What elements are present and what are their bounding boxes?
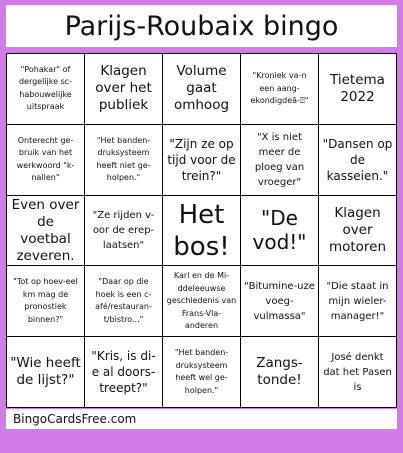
bingo-cell[interactable]: "Dansen op de kasseien." [319,125,396,195]
bingo-cell[interactable]: "Zijn ze op tijd voor de trein?" [163,125,240,195]
bingo-cell[interactable]: "Ze rijden v-oor de erep-laatsen" [85,196,162,266]
bingo-cell[interactable]: Onterecht ge-bruik van het werkwoord "k-nallen" [7,125,84,195]
bingo-cell[interactable]: Klagen over motoren [319,196,396,266]
bingo-cell[interactable]: "Kris, is di-e al doors-treept?" [85,337,162,407]
bingo-cell[interactable]: Even over de voetbal zeveren. [7,196,84,266]
bingo-cell[interactable]: Zangs-tonde! [241,337,318,407]
card-title: Parijs-Roubaix bingo [6,5,397,47]
bingo-cell[interactable]: Klagen over het publiek [85,54,162,124]
bingo-cell[interactable]: "Daar op die hoek is een c-afé/restauran-t/bistro..." [85,266,162,336]
bingo-cell[interactable]: "Het banden-druksysteem heeft wel ge-holpen." [163,337,240,407]
bingo-cell[interactable]: "Het banden-druksysteem heeft niet ge-holpen." [85,125,162,195]
bingo-cell[interactable]: "Kroniek va-n een aang-ekondigdeā-⍰" [241,54,318,124]
bingo-cell[interactable]: "X is niet meer de ploeg van vroeger" [241,125,318,195]
bingo-cell[interactable]: "Tot op hoev-eel km mag de pronostiek binnen?" [7,266,84,336]
bingo-cell[interactable]: Tietema 2022 [319,54,396,124]
bingo-cell[interactable]: José denkt dat het Pasen is [319,337,396,407]
bingo-cell[interactable]: "Pohakar" of dergelijke sc-habouwelijke uitspraak [7,54,84,124]
bingo-cell[interactable]: "Wie heeft de lijst?" [7,337,84,407]
bingo-cell[interactable]: "Bitumine-uze voeg-vulmassa" [241,266,318,336]
bingo-grid [6,53,397,408]
bingo-cell[interactable]: Karl en de Mi-ddeleeuwse geschiedenis van Frans-Vla-anderen [163,266,240,336]
bingo-cell[interactable]: Het bos! [163,196,240,266]
bingo-cell[interactable]: "De vod!" [241,196,318,266]
site-credit: BingoCardsFree.com [6,409,397,429]
bingo-cell[interactable]: Volume gaat omhoog [163,54,240,124]
bingo-cell[interactable]: "Die staat in mijn wieler-manager!" [319,266,396,336]
